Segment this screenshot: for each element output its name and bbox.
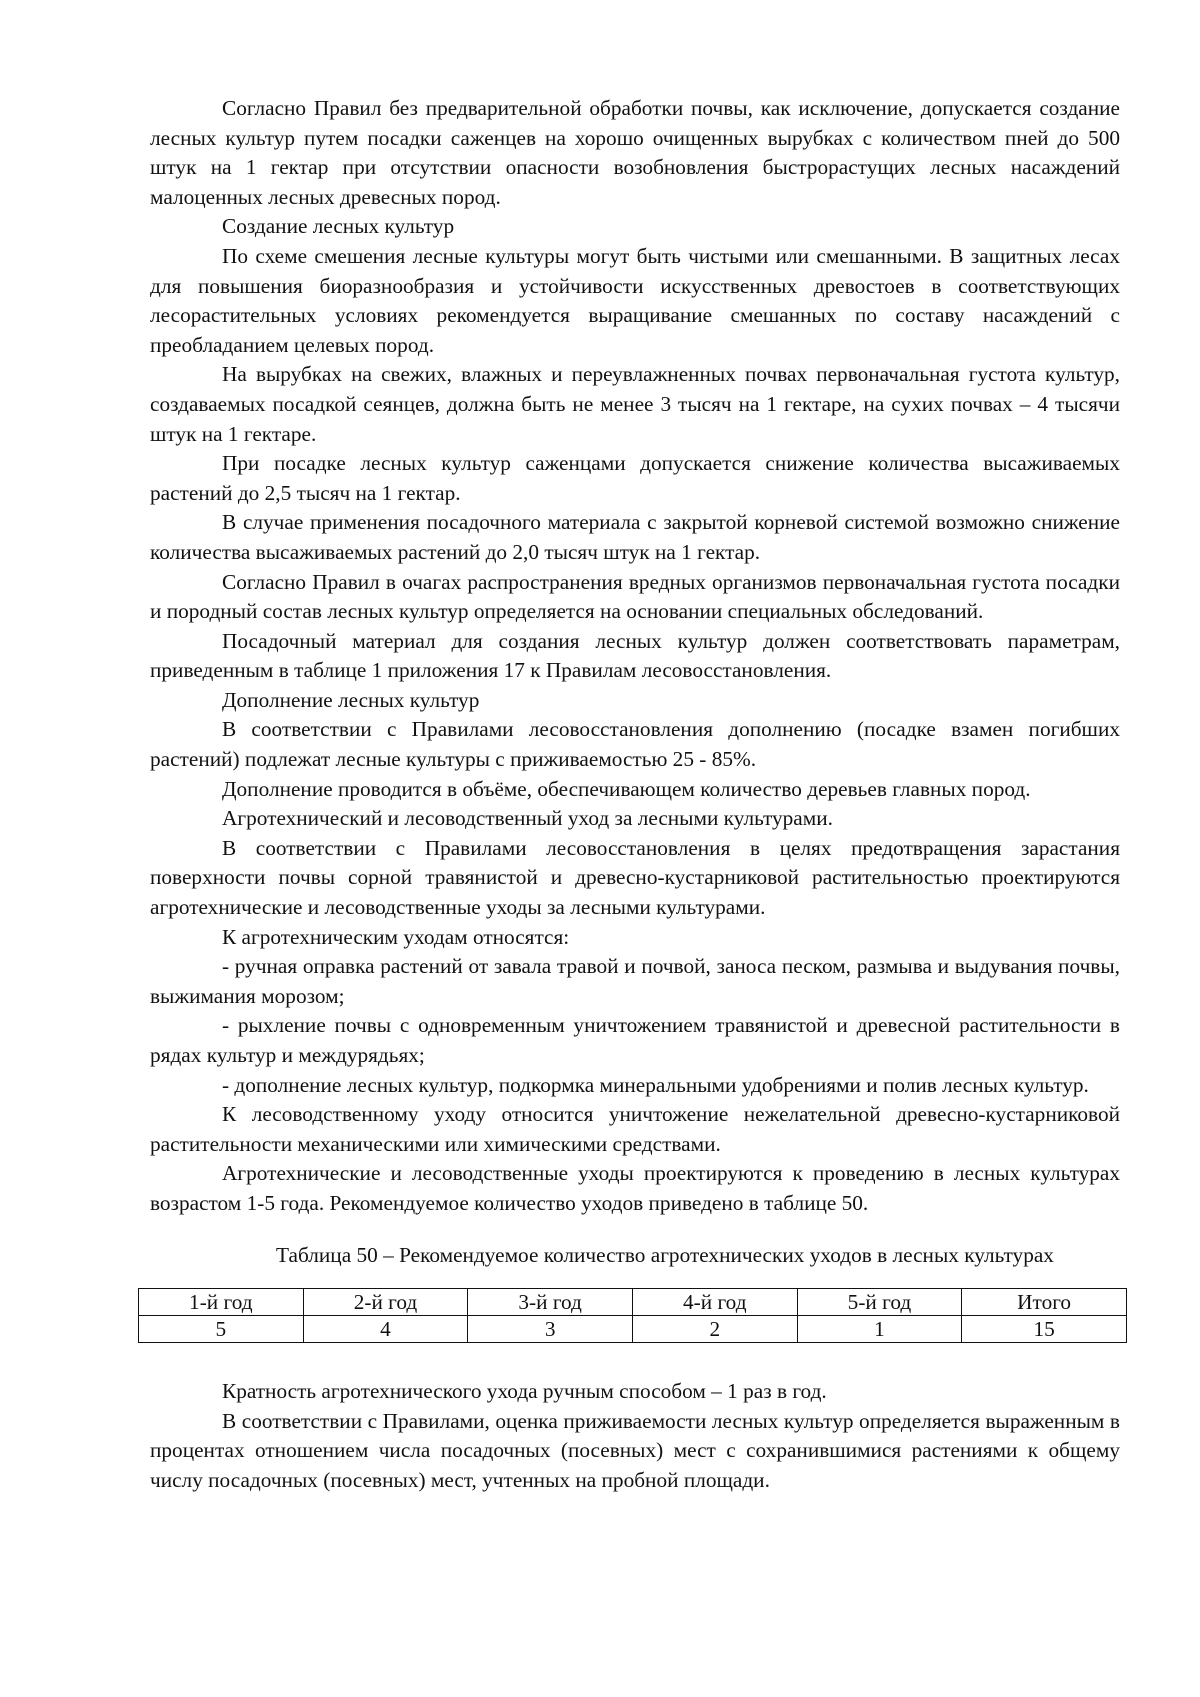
document-page — [150, 94, 1120, 1496]
table-caption: Таблица 50 – Рекомендуемое количество агротехнических уходов в лесных культурах — [276, 1242, 1054, 1267]
table-row — [139, 1316, 1127, 1343]
paragraph: Посадочный материал для создания лесных культур должен соответствовать параметрам, приведенным в таблице 1 приложения 17 к Правилам лесовосстановления. — [150, 628, 1120, 683]
paragraph: К агротехническим уходам относятся: — [222, 924, 570, 949]
paragraph: Кратность агротехнического ухода ручным способом – 1 раз в год. — [222, 1379, 827, 1404]
paragraph: В соответствии с Правилами, оценка приживаемости лесных культур определяется выраженным в процентах отношением числа посадочных (посевных) мест с сохранившимися растениями к общему числу посадочных (посевных) мест, учтенных на пробной площади. — [150, 1408, 1120, 1492]
table-cell: 5 — [139, 1316, 304, 1343]
paragraph: В соответствии с Правилами лесовосстановления в целях предотвращения зарастания поверхности почвы сорной травянистой и древесно-кустарниковой растительностью проектируются агротехнические и лесоводственные уходы за лесными культурами. — [150, 835, 1120, 920]
paragraph: В соответствии с Правилами лесовосстановления дополнению (посадке взамен погибших растений) подлежат лесные культуры с приживаемостью 25 - 85%. — [150, 717, 1120, 772]
list-item: - рыхление почвы с одновременным уничтожением травянистой и древесной растительности в рядах культур и междурядьях; — [150, 1013, 1120, 1067]
table-header-cell: 1-й год — [139, 1289, 304, 1316]
list-item: - дополнение лесных культур, подкормка минеральными удобрениями и полив лесных культур. — [222, 1072, 1089, 1097]
care-count-table — [138, 1288, 1127, 1343]
list-item: - ручная оправка растений от завала травой и почвой, заноса песком, размыва и выдувания почвы, выжимания морозом; — [150, 954, 1120, 1008]
table-header-cell: 3-й год — [468, 1289, 633, 1316]
paragraph: В случае применения посадочного материала с закрытой корневой системой возможно снижение количества высаживаемых растений до 2,0 тысяч штук на 1 гектар. — [150, 510, 1120, 564]
table-cell: 2 — [632, 1316, 797, 1343]
table-header-cell: Итого — [962, 1289, 1127, 1316]
table-header-cell: 4-й год — [632, 1289, 797, 1316]
table-cell: 15 — [962, 1316, 1127, 1343]
table-header-row — [139, 1289, 1127, 1316]
paragraph: К лесоводственному уходу относится уничтожение нежелательной древесно-кустарниковой растительности механическими или химическими средствами. — [150, 1102, 1120, 1156]
table-header-cell: 2-й год — [303, 1289, 468, 1316]
table-cell: 1 — [797, 1316, 962, 1343]
table-cell: 3 — [468, 1316, 633, 1343]
table-header-cell: 5-й год — [797, 1289, 962, 1316]
section-heading: Агротехнический и лесоводственный уход за лесными культурами. — [222, 806, 833, 831]
paragraph: По схеме смешения лесные культуры могут быть чистыми или смешанными. В защитных лесах для повышения биоразнообразия и устойчивости искусственных древостоев в соответствующих лесорастительных условиях рекомендуется выращивание смешанных по составу насаждений с преобладанием целевых пород. — [150, 243, 1120, 357]
paragraph: Дополнение проводится в объёме, обеспечивающем количество деревьев главных пород. — [222, 776, 1031, 801]
section-heading: Дополнение лесных культур — [222, 687, 480, 712]
paragraph: При посадке лесных культур саженцами допускается снижение количества высаживаемых растений до 2,5 тысяч на 1 гектар. — [150, 451, 1120, 505]
paragraph: На вырубках на свежих, влажных и переувлажненных почвах первоначальная густота культур, создаваемых посадкой сеянцев, должна быть не менее 3 тысяч на 1 гектаре, на сухих почвах – 4 тысячи штук на 1 гектаре. — [150, 362, 1120, 446]
paragraph: Согласно Правил в очагах распространения вредных организмов первоначальная густота посадки и породный состав лесных культур определяется на основании специальных обследований. — [150, 569, 1120, 624]
paragraph: Агротехнические и лесоводственные уходы проектируются к проведению в лесных культурах возрастом 1-5 года. Рекомендуемое количество уходов приведено в таблице 50. — [150, 1161, 1120, 1215]
paragraph: Согласно Правил без предварительной обработки почвы, как исключение, допускается создание лесных культур путем посадки саженцев на хорошо очищенных вырубках с количеством пней до 500 штук на 1 гектар при отсутствии опасности возобновления быстрорастущих лесных насаждений малоценных лесных древесных пород. — [150, 96, 1120, 209]
section-heading: Создание лесных культур — [222, 214, 455, 239]
table-cell: 4 — [303, 1316, 468, 1343]
